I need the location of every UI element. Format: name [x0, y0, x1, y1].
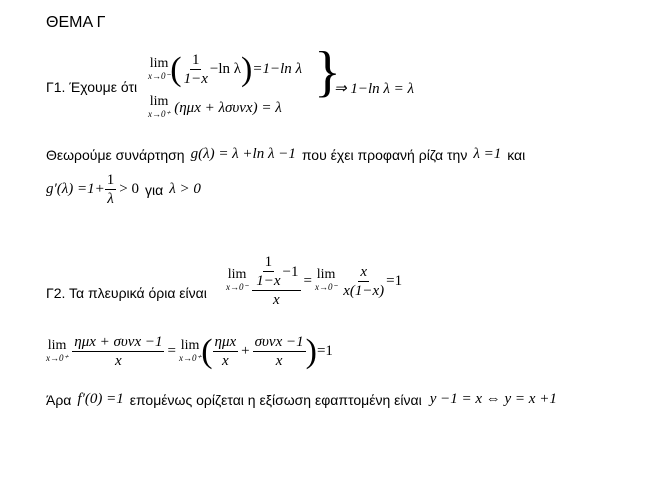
- lim-operator: lim x→0⁻: [148, 55, 171, 81]
- lim-operator: lim x→0⁻: [314, 267, 338, 292]
- lim-operator: lim x→0⁺: [46, 337, 69, 363]
- g2-limit-equation: lim x→0⁻ $\frac{1}{1-x}$ −1 x = lim x→0⁻ $\frac{x}{x(1-x)}$ =1: [226, 254, 403, 308]
- tangent-line-conclusion: Άρα f′(0) =1 επομένως ορίζεται η εξίσωση εφαπτομένη είναι y −1 = x ⇔ y = x +1: [46, 391, 557, 408]
- limit-plus-equation: lim x→0⁺ $\frac{\text{ημx + συνx −1}}{x}$ = lim x→0⁺ ( $\frac{\text{ημx}}{x}$ + $\frac{\text{συνx −1}}{x}$ ) =1: [46, 332, 333, 370]
- function-definition-line: Θεωρούμε συνάρτηση g(λ) = λ +ln λ −1 που έχει προφανή ρίζα την λ =1 και: [46, 146, 526, 163]
- g2-label: Γ2. Τα πλευρικά όρια είναι: [46, 285, 207, 301]
- compound-fraction: $\frac{1}{1-x}$ −1 x: [252, 254, 300, 308]
- fraction: $\frac{1}{1-x}$: [183, 52, 208, 87]
- section-title: ΘΕΜΑ Γ: [46, 14, 106, 31]
- fraction: $\frac{\text{συνx −1}}{x}$: [254, 334, 304, 369]
- g1-limit-equation-1: lim x→0⁻ ( $\frac{1}{1-x}$ −ln λ ) =1−ln λ: [148, 50, 303, 88]
- fraction: $\frac{\text{ημx}}{x}$: [214, 334, 237, 369]
- fraction: $\frac{\text{ημx + συνx −1}}{x}$: [74, 334, 163, 369]
- g1-label: Γ1. Έχουμε ότι: [46, 79, 138, 95]
- derivative-line: g′(λ) =1+ $\frac{1}{\lambda}$ > 0 για λ > 0: [46, 172, 201, 207]
- g1-limit-equation-2: lim x→0⁺ (ημx + λσυνx) = λ: [148, 94, 282, 119]
- right-brace: }: [314, 41, 341, 103]
- lim-operator: lim x→0⁺: [148, 94, 171, 119]
- g1-implication: ⇒ 1−ln λ = λ: [334, 81, 414, 97]
- lim-operator: lim x→0⁺: [178, 337, 202, 363]
- lim-operator: lim x→0⁻: [226, 267, 249, 292]
- fraction: $\frac{1}{\lambda}$: [106, 172, 115, 207]
- fraction: $\frac{x}{x(1-x)}$: [343, 263, 385, 299]
